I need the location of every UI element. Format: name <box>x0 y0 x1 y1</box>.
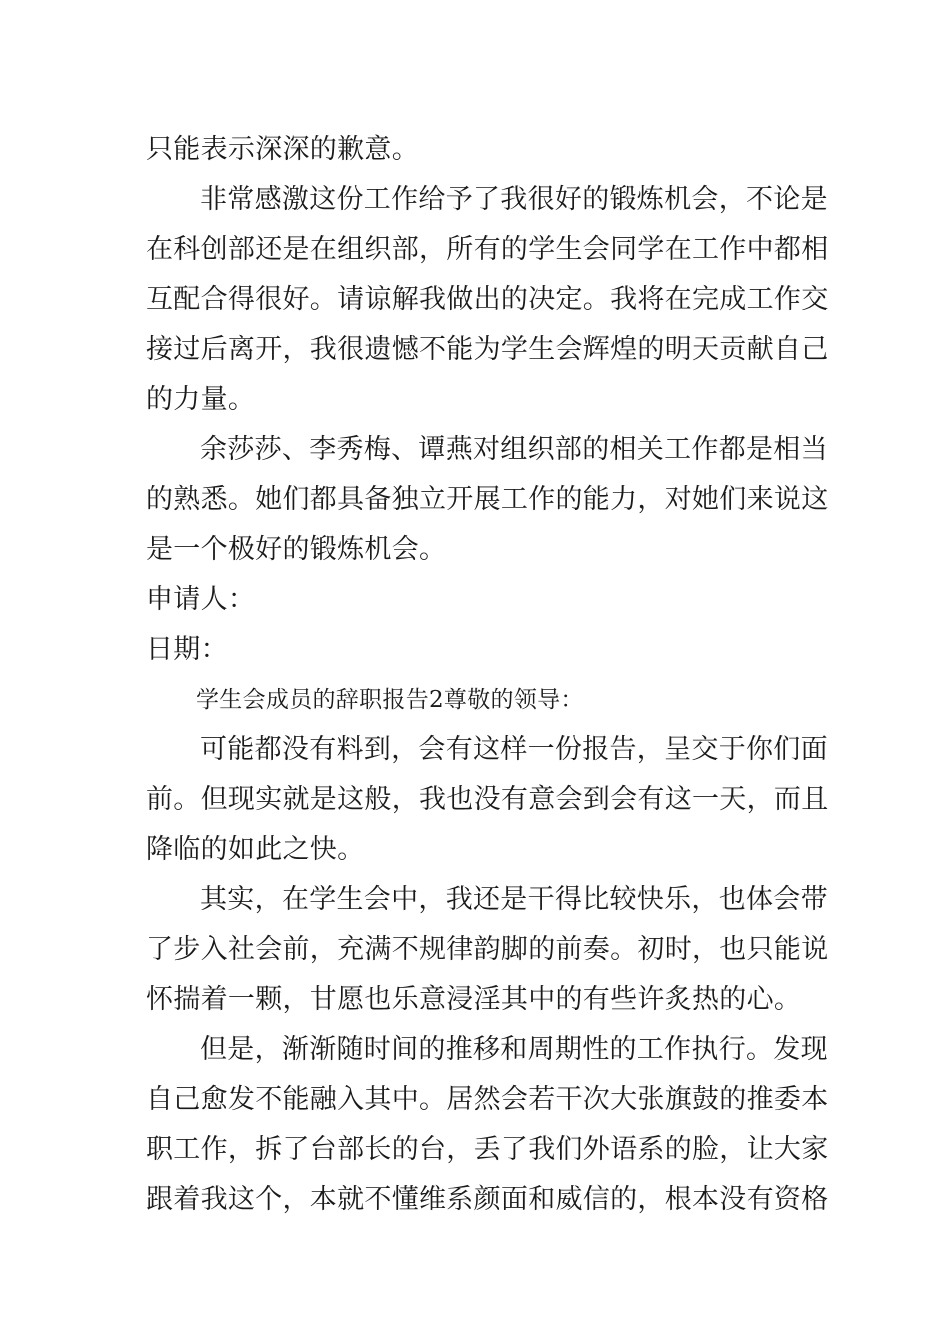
text-line-1: 只能表示深深的歉意。 <box>146 134 419 165</box>
text-line-22: 跟着我这个，本就不懂维系颜面和威信的，根本没有资格 <box>146 1184 829 1215</box>
text-line-8: 的熟悉。她们都具备独立开展工作的能力，对她们来说这 <box>146 484 829 515</box>
text-line-21: 职工作，拆了台部长的台，丢了我们外语系的脸，让大家 <box>146 1134 829 1165</box>
text-line-2: 非常感激这份工作给予了我很好的锻炼机会，不论是 <box>200 184 828 215</box>
text-line-4: 互配合得很好。请谅解我做出的决定。我将在完成工作交 <box>146 284 829 315</box>
applicant-label: 申请人： <box>146 584 256 615</box>
text-line-20: 自己愈发不能融入其中。居然会若干次大张旗鼓的推委本 <box>146 1084 829 1115</box>
text-line-17: 了步入社会前，充满不规律韵脚的前奏。初时，也只能说 <box>146 934 829 965</box>
section-heading: 学生会成员的辞职报告2尊敬的领导： <box>196 687 584 713</box>
text-line-14: 前。但现实就是这般，我也没有意会到会有这一天，而且 <box>146 784 829 815</box>
text-line-6: 的力量。 <box>146 384 256 415</box>
text-line-15: 降临的如此之快。 <box>146 834 365 865</box>
text-line-16: 其实，在学生会中，我还是干得比较快乐，也体会带 <box>200 884 828 915</box>
text-line-19: 但是，渐渐随时间的推移和周期性的工作执行。发现 <box>200 1034 828 1065</box>
text-line-9: 是一个极好的锻炼机会。 <box>146 534 447 565</box>
text-line-7: 余莎莎、李秀梅、谭燕对组织部的相关工作都是相当 <box>200 434 828 465</box>
date-label: 日期： <box>146 634 228 665</box>
text-line-3: 在科创部还是在组织部，所有的学生会同学在工作中都相 <box>146 234 829 265</box>
text-line-18: 怀揣着一颗，甘愿也乐意浸淫其中的有些许炙热的心。 <box>146 984 802 1015</box>
text-line-13: 可能都没有料到，会有这样一份报告，呈交于你们面 <box>200 734 828 765</box>
text-line-5: 接过后离开，我很遗憾不能为学生会辉煌的明天贡献自己 <box>146 334 829 365</box>
